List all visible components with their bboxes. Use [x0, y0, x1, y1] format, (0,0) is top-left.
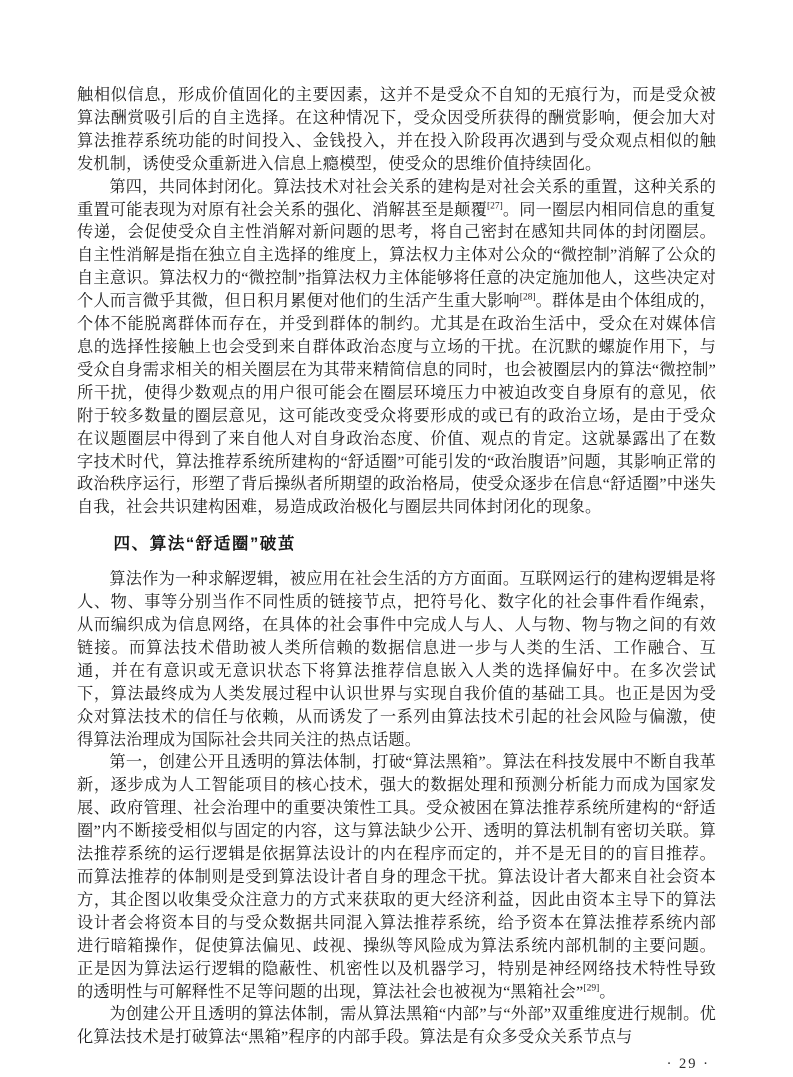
paragraph [77, 1003, 716, 1049]
paragraph-text: 触相似信息，形成价值固化的主要因素，这并不是受众不自知的无痕行为，而是受众被算法酬赏吸引后的自主选择。在这种情况下，受众因受所获得的酬赏影响，便会加大对算法推荐系统功能的时间投入、金钱投入，并在投入阶段再次遇到与受众观点相似的触发机制，诱使受众重新进入信息上瘾模型，使受众的思维价值持续固化。 [77, 86, 716, 173]
footnote-ref: [28] [519, 292, 536, 303]
paragraph [77, 568, 716, 751]
paragraph-text: 。 [599, 982, 616, 1001]
paragraph [77, 176, 716, 520]
paragraph [77, 751, 716, 1003]
paragraph-text: 第一，创建公开且透明的算法体制，打破“算法黑箱”。算法在科技发展中不断自我革新，逐步成为人工智能项目的核心技术，强大的数据处理和预测分析能力而成为国家发展、政府管理、社会治理中的重要决策性工具。受众被困在算法推荐系统所建构的“舒适圈”内不断接受相似与固定的内容，这与算法缺少公开、透明的算法机制有密切关联。算法推荐系统的运行逻辑是依据算法设计的内在程序而定的，并不是无目的的盲目推荐。而算法推荐的体制则是受到算法设计者自身的理念干扰。算法设计者大都来自社会资本方，其企图以收集受众注意力的方式来获取的更大经济利益，因此由资本主导下的算法设计者会将资本目的与受众数据共同混入算法推荐系统，给予资本在算法推荐系统内部进行暗箱操作，促使算法偏见、歧视、操纵等风险成为算法系统内部机制的主要问题。正是因为算法运行逻辑的隐蔽性、机密性以及机器学习，特别是神经网络技术特性导致的透明性与可解释性不足等问题的出现，算法社会也被视为“黑箱社会” [77, 753, 716, 1001]
document-body [77, 84, 716, 1074]
paragraph-text: 为创建公开且透明的算法体制，需从算法黑箱“内部”与“外部”双重维度进行规制。优化算法技术是打破算法“黑箱”程序的内部手段。算法是有众多受众关系节点与 [77, 1005, 716, 1047]
paragraph-text: 第四，共同体封闭化。算法技术对社会关系的建构是对社会关系的重置，这种关系的重置可能表现为对原有社会关系的强化、消解甚至是颠覆 [77, 177, 716, 219]
section-heading: 四、算法“舒适圈”破茧 [113, 534, 296, 554]
page-number: · 29 · [666, 1056, 710, 1073]
paragraph-text: 。群体是由个体组成的，个体不能脱离群体而存在，并受到群体的制约。尤其是在政治生活中，受众在对媒体信息的选择性接触上也会受到来自群体政治态度与立场的干扰。在沉默的螺旋作用下，与受众自身需求相关的相关圈层在为其带来精简信息的同时，也会被圈层内的算法“微控制”所干扰，使得少数观点的用户很可能会在圈层环境压力中被迫改变自身原有的意见，依附于较多数量的圈层意见，这可能改变受众将要形成的或已有的政治立场，是由于受众在议题圈层中得到了来自他人对自身政治态度、价值、观点的肯定。这就暴露出了在数字技术时代，算法推荐系统所建构的“舒适圈”可能引发的“政治腹语”问题，其影响正常的政治秩序运行，形塑了背后操纵者所期望的政治格局，使受众逐步在信息“舒适圈”中迷失自我，社会共识建构困难，易造成政治极化与圈层共同体封闭化的现象。 [77, 292, 716, 517]
footnote-ref: [27] [486, 201, 503, 212]
paragraph-text: 算法作为一种求解逻辑，被应用在社会生活的方方面面。互联网运行的建构逻辑是将人、物、事等分别当作不同性质的链接节点，把符号化、数字化的社会事件看作绳索，从而编织成为信息网络，在具体的社会事件中完成人与人、人与物、物与物之间的有效链接。而算法技术借助被人类所信赖的数据信息进一步与人类的生活、工作融合、互通，并在有意识或无意识状态下将算法推荐信息嵌入人类的选择偏好中。在多次尝试下，算法最终成为人类发展过程中认识世界与实现自我价值的基础工具。也正是因为受众对算法技术的信任与依赖，从而诱发了一系列由算法技术引起的社会风险与偏激，使得算法治理成为国际社会共同关注的热点话题。 [77, 570, 716, 749]
paragraph-text: 。同一圈层内相同信息的重复传递，会促使受众自主性消解对新问题的思考，将自己密封在感知共同体的封闭圈层。自主性消解是指在独立自主选择的维度上，算法权力主体对公众的“微控制”消解了公众的自主意识。算法权力的“微控制”指算法权力主体能够将任意的决定施加他人，这些决定对个人而言微乎其微，但日积月累便对他们的生活产生重大影响 [77, 200, 716, 311]
footnote-ref: [29] [583, 983, 600, 994]
paragraph [77, 84, 716, 176]
